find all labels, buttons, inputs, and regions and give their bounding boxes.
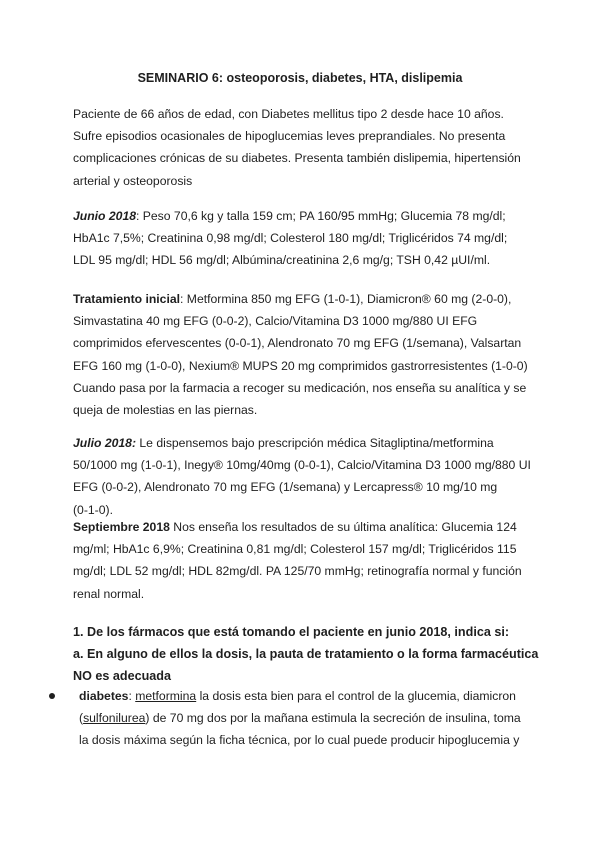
julio-paragraph [73,432,543,521]
text-line: Simvastatina 40 mg EFG (0-0-2), Calcio/Vitamina D3 1000 mg/880 UI EFG [73,314,478,329]
text-line: arterial y osteoporosis [73,173,193,188]
junio-text: : Peso 70,6 kg y talla 159 cm; PA 160/95 mmHg; Glucemia 78 mg/dl; [136,209,506,223]
text-line: LDL 95 mg/dl; HDL 56 mg/dl; Albúmina/creatinina 2,6 mg/g; TSH 0,42 µUI/ml. [73,253,491,268]
list-item [49,685,549,755]
metformina-term: metformina [135,689,197,703]
text-line [79,685,521,707]
text-line: Sufre episodios ocasionales de hipoglucemias leves preprandiales. No presenta [73,129,506,144]
question-1a: a. En alguno de ellos la dosis, la pauta de tratamiento o la forma farmacéutica [73,647,539,662]
tratamiento-text: : Metformina 850 mg EFG (1-0-1), Diamicron® 60 mg (2-0-0), [180,292,512,306]
julio-text: Le dispensemos bajo prescripción médica Sitagliptina/metformina [136,436,494,450]
tratamiento-paragraph [73,288,543,421]
text-line: la dosis máxima según la ficha técnica, por lo cual puede producir hipoglucemia y [79,733,520,748]
text-line: renal normal. [73,586,145,601]
paren: ( [79,711,84,726]
question-1: 1. De los fármacos que está tomando el paciente en junio 2018, indica si: [73,625,510,639]
intro-paragraph [73,103,543,192]
sulfonilurea-term: sulfonilurea [83,711,146,726]
bullet-icon [49,693,55,699]
text-line: mg/ml; HbA1c 6,9%; Creatinina 0,81 mg/dl; Colesterol 157 mg/dl; Triglicéridos 115 [73,542,517,557]
text-line: EFG (0-0-2), Alendronato 70 mg EFG (1/semana) y Lercapress® 10 mg/10 mg [73,480,498,495]
text-line: queja de molestias en las piernas. [73,402,258,417]
text-line: complicaciones crónicas de su diabetes. Presenta también dislipemia, hipertensión [73,151,521,166]
junio-label: Junio 2018 [73,209,136,223]
text-line: Cuando pasa por la farmacia a recoger su medicación, nos enseña su analítica y se [73,380,527,395]
page-title: SEMINARIO 6: osteoporosis, diabetes, HTA, dislipemia [137,71,463,85]
text-line [73,432,543,454]
text-line: HbA1c 7,5%; Creatinina 0,98 mg/dl; Colesterol 180 mg/dl; Triglicéridos 74 mg/dl; [73,231,508,246]
text-line: EFG 160 mg (1-0-0), Nexium® MUPS 20 mg comprimidos gastrorresistentes (1-0-0) [73,358,528,373]
text-line [73,205,543,227]
text-line: 50/1000 mg (1-0-1), Inegy® 10mg/40mg (0-0-1), Calcio/Vitamina D3 1000 mg/880 UI [73,458,531,473]
septiembre-text: Nos enseña los resultados de su última analítica: Glucemia 124 [169,520,517,534]
text-line: mg/dl; LDL 52 mg/dl; HDL 82mg/dl. PA 125/70 mmHg; retinografía normal y función [73,564,522,579]
list-item-text [79,685,521,752]
text-line [79,707,521,729]
question-block [73,621,543,688]
text-line [73,288,543,310]
septiembre-paragraph [73,516,543,605]
text-fragment: ) de 70 mg dos por la mañana estimula la secreción de insulina, toma [145,711,521,726]
septiembre-label: Septiembre 2018 [73,520,170,534]
diabetes-label: diabetes [79,689,129,703]
text-fragment: la dosis esta bien para el control de la glucemia, diamicron [196,689,516,703]
junio-paragraph [73,205,543,272]
julio-label: Julio 2018: [73,436,136,450]
text-line: Paciente de 66 años de edad, con Diabetes mellitus tipo 2 desde hace 10 años. [73,107,504,121]
text-line: comprimidos efervescentes (0-0-1), Alendronato 70 mg EFG (1/semana), Valsartan [73,336,522,351]
text-line [73,516,543,538]
text-line: (0-1-0). [73,502,113,517]
colon: : [128,689,136,703]
tratamiento-label: Tratamiento inicial [73,292,181,306]
question-1a-cont: NO es adecuada [73,669,171,684]
